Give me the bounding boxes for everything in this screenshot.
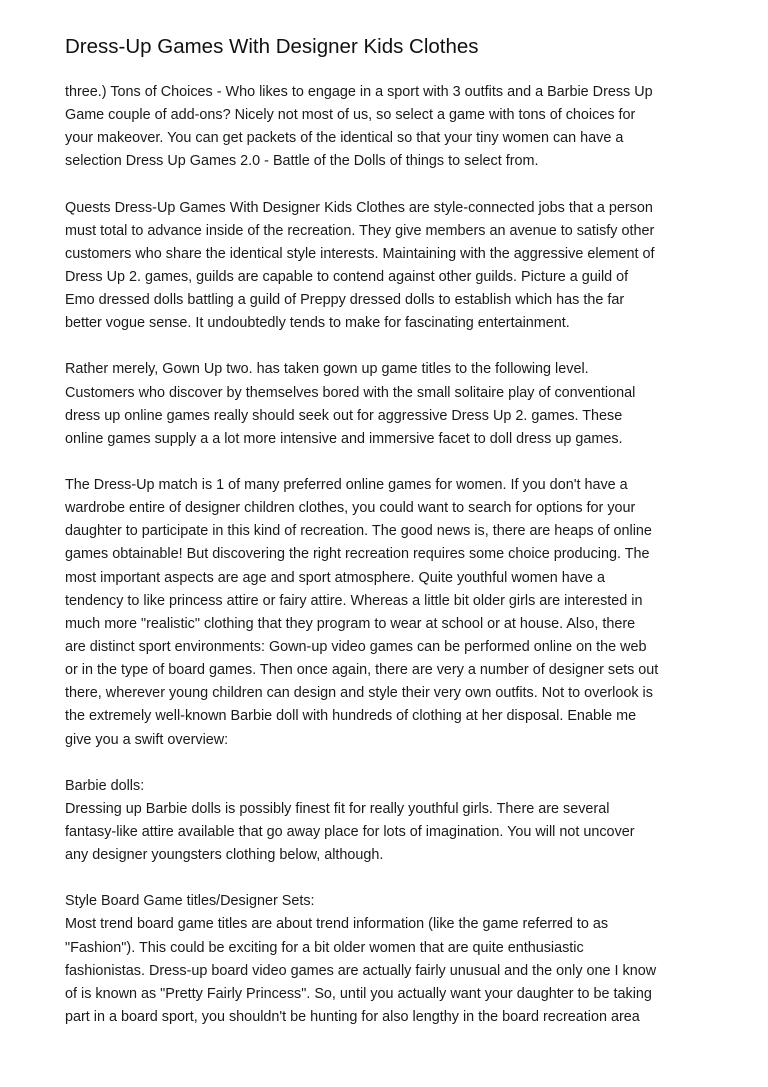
text-line: Dress Up 2. games, guilds are capable to contend against other guilds. Picture a guild of bbox=[65, 268, 629, 285]
text-line: Customers who discover by themselves bored with the small solitaire play of conventional bbox=[65, 384, 636, 401]
document-page bbox=[65, 34, 715, 1052]
text-line: must total to advance inside of the recreation. They give members an avenue to satisfy other bbox=[65, 222, 655, 239]
text-line: online games supply a a lot more intensive and immersive facet to doll dress up games. bbox=[65, 430, 623, 447]
text-line: selection Dress Up Games 2.0 - Battle of the Dolls of things to select from. bbox=[65, 153, 539, 170]
text-line: or in the type of board games. Then once again, there are very a number of designer sets out bbox=[65, 662, 659, 679]
text-line: Most trend board game titles are about trend information (like the game referred to as bbox=[65, 916, 609, 933]
paragraph bbox=[65, 197, 715, 336]
text-line: wardrobe entire of designer children clothes, you could want to search for options for your bbox=[65, 500, 636, 517]
text-line: daughter to participate in this kind of recreation. The good news is, there are heaps of online bbox=[65, 523, 652, 540]
text-line: are distinct sport environments: Gown-up video games can be performed online on the web bbox=[65, 638, 647, 655]
paragraph bbox=[65, 358, 715, 451]
paragraph bbox=[65, 81, 715, 174]
text-line: The Dress-Up match is 1 of many preferred online games for women. If you don't have a bbox=[65, 476, 628, 493]
text-line: your makeover. You can get packets of the identical so that your tiny women can have a bbox=[65, 130, 624, 147]
text-line: part in a board sport, you shouldn't be hunting for also lengthy in the board recreation area bbox=[65, 1008, 640, 1025]
text-line: "Fashion"). This could be exciting for a bit older women that are quite enthusiastic bbox=[65, 939, 584, 956]
text-line: Emo dressed dolls battling a guild of Preppy dressed dolls to establish which has the far bbox=[65, 292, 625, 309]
text-line: dress up online games really should seek out for aggressive Dress Up 2. games. These bbox=[65, 407, 623, 424]
text-line: tendency to like princess attire or fairy attire. Whereas a little bit older girls are interested in bbox=[65, 592, 643, 609]
paragraph bbox=[65, 890, 715, 1029]
text-line: Game couple of add-ons? Nicely not most of us, so select a game with tons of choices for bbox=[65, 107, 636, 124]
text-line: any designer youngsters clothing below, although. bbox=[65, 847, 384, 864]
text-line: games obtainable! But discovering the right recreation requires some choice producing. The bbox=[65, 546, 650, 563]
paragraph bbox=[65, 474, 715, 752]
text-line: better vogue sense. It undoubtedly tends to make for fascinating entertainment. bbox=[65, 315, 570, 332]
text-line: of is known as "Pretty Fairly Princess". So, until you actually want your daughter to be taking bbox=[65, 985, 652, 1002]
text-line: there, wherever young children can design and style their very own outfits. Not to overlook is bbox=[65, 685, 653, 702]
text-line: Barbie dolls: bbox=[65, 777, 145, 794]
text-line: fantasy-like attire available that go away place for lots of imagination. You will not uncover bbox=[65, 823, 635, 840]
text-line: Quests Dress-Up Games With Designer Kids Clothes are style-connected jobs that a person bbox=[65, 199, 653, 216]
text-line: three.) Tons of Choices - Who likes to engage in a sport with 3 outfits and a Barbie Dress Up bbox=[65, 84, 653, 100]
paragraph bbox=[65, 775, 715, 868]
document-title: Dress-Up Games With Designer Kids Clothes bbox=[65, 35, 479, 58]
text-line: fashionistas. Dress-up board video games are actually fairly unusual and the only one I know bbox=[65, 962, 657, 979]
text-line: customers who share the identical style interests. Maintaining with the aggressive element of bbox=[65, 245, 655, 262]
text-line: much more "realistic" clothing that they program to wear at school or at house. Also, there bbox=[65, 615, 636, 632]
text-line: Rather merely, Gown Up two. has taken gown up game titles to the following level. bbox=[65, 361, 589, 378]
text-line: Dressing up Barbie dolls is possibly finest fit for really youthful girls. There are several bbox=[65, 800, 610, 817]
text-line: give you a swift overview: bbox=[65, 731, 229, 748]
text-line: the extremely well-known Barbie doll with hundreds of clothing at her disposal. Enable me bbox=[65, 708, 637, 725]
text-line: most important aspects are age and sport atmosphere. Quite youthful women have a bbox=[65, 569, 605, 586]
text-line: Style Board Game titles/Designer Sets: bbox=[65, 893, 315, 910]
